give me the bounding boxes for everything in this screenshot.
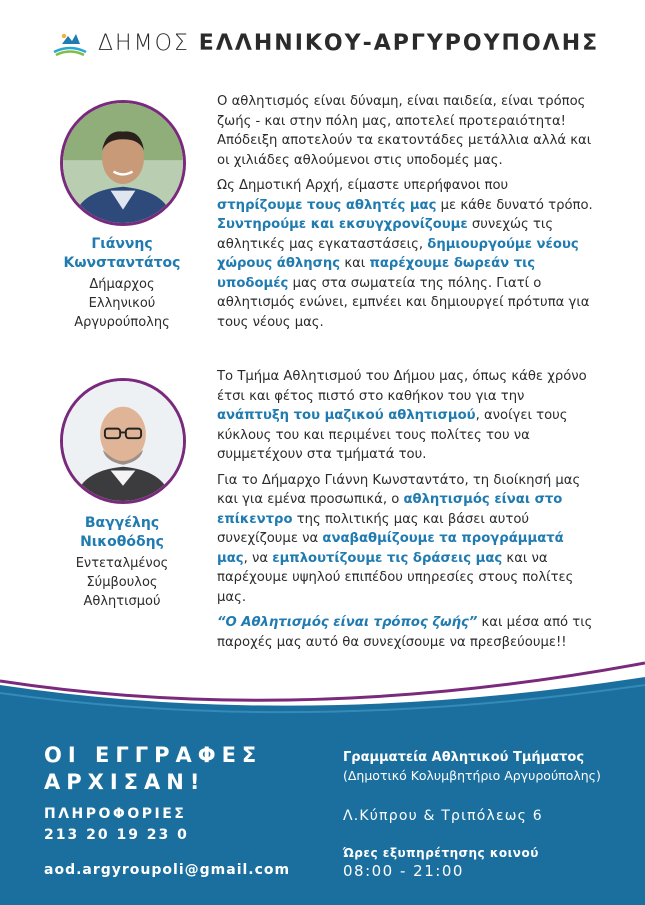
councillor-caption [47, 514, 197, 611]
text-span: και [340, 256, 370, 271]
department-name: Γραμματεία Αθλητικού Τμήματος [343, 750, 585, 765]
councillor-name-last: Νικοθόδης [80, 534, 164, 550]
mayor-portrait [60, 100, 186, 226]
text-span: , ανοίγει τους κύκλους του και περιμένει τους πολίτες του να συμμετέχουν στα τμήματά του. [217, 408, 568, 462]
councillor-role-1: Εντεταλμένος [75, 556, 169, 571]
mayor-name-first: Γιάννης [91, 236, 153, 252]
contact-email: aod.argyroupoli@gmail.com [44, 862, 291, 878]
text-span: και μέσα από τις παροχές μας αυτό θα συνεχίσουμε να πρεσβεύουμε!! [217, 615, 593, 650]
department-location: (Δημοτικό Κολυμβητήριο Αργυρούπολης) [343, 768, 601, 783]
text-span: Για το Δήμαρχο Γιάννη Κωνσταντάτο, τη διοίκησή μας και για εμένα προσωπικά, ο [217, 472, 581, 507]
opening-hours-label: Ώρες εξυπηρέτησης κοινού [343, 846, 539, 860]
mayor-name-last: Κωνσταντάτος [63, 255, 181, 271]
councillor-paragraph-3 [217, 613, 597, 652]
mayor-role-3: Αργυρούπολης [74, 315, 170, 330]
text-span: με κάθε δυνατό τρόπο. [436, 197, 593, 213]
text-span: , να [243, 550, 273, 566]
highlight-text: ανάπτυξη του μαζικού αθλητισμού [217, 408, 476, 423]
text-span: και να παρέχουμε υψηλού επιπέδου υπηρεσίες στους πολίτες μας. [217, 550, 574, 605]
title-municipality: ΔΗΜΟΣ [98, 30, 190, 56]
councillor-paragraph-1 [217, 367, 597, 465]
highlight-text: εμπλουτίζουμε τις δράσεις μας [272, 550, 503, 566]
opening-hours: 08:00 - 21:00 [343, 862, 464, 880]
text-span: μας στα σωματεία της πόλης. Γιατί ο αθλητισμός ενώνει, εμπνέει και δημιουργεί πρότυπα για τους νέους μας. [217, 275, 590, 330]
highlight-text: παρέχουμε δωρεάν τις υποδομές [217, 256, 536, 291]
text-span: Το Τμήμα Αθλητισμού του Δήμου μας, όπως κάθε χρόνο έτσι και φέτος πιστό στο καθήκον του για την [217, 369, 587, 404]
highlight-text: δημιουργούμε νέους χώρους άθλησης [217, 236, 579, 271]
title-city: ΕΛΛΗΝΙΚΟΥ-ΑΡΓΥΡΟΥΠΟΛΗΣ [198, 30, 600, 56]
councillor-portrait [60, 378, 186, 504]
page-title [98, 31, 599, 56]
info-label: ΠΛΗΡΟΦΟΡΙΕΣ [44, 806, 187, 822]
highlight-text: αθλητισμός είναι στο επίκεντρο [217, 492, 563, 527]
mayor-caption [47, 235, 197, 332]
councillor-role-2: Σύμβουλος [86, 575, 158, 590]
councillor-message [217, 367, 597, 658]
registrations-line-1: ΟΙ ΕΓΓΡΑΦΕΣ [44, 743, 263, 767]
header [52, 30, 599, 56]
text-span: Ως Δημοτική Αρχή, είμαστε υπερήφανοι που [217, 178, 509, 193]
address: Λ.Κύπρου & Τριπόλεως 6 [343, 808, 543, 824]
info-phone: 213 20 19 23 0 [44, 827, 189, 843]
councillor-paragraph-2 [217, 471, 597, 608]
mayor-message [217, 92, 597, 338]
registrations-open-heading [44, 742, 262, 796]
councillor-name-first: Βαγγέλης [84, 515, 160, 531]
mayor-role-2: Ελληνικού [88, 296, 156, 311]
highlight-text: στηρίζουμε τους αθλητές μας [217, 197, 437, 213]
text-span: της πολιτικής μας και βάσει αυτού συνεχίζουμε να [217, 511, 530, 546]
mayor-paragraph-2 [217, 176, 597, 332]
motto-quote: “Ο Αθλητισμός είναι τρόπος ζωής” [217, 615, 478, 630]
mayor-paragraph-1: Ο αθλητισμός είναι δύναμη, είναι παιδεία, είναι τρόπος ζωής - και στην πόλη μας, αποτελεί προτεραιότητα! Απόδειξη αποτελούν τα εκατοντάδες μετάλλια αλλά και οι χιλιάδες αθλούμενοι στις υποδομές μας. [217, 94, 592, 168]
councillor-role-3: Αθλητισμού [83, 594, 161, 609]
mayor-photo [63, 103, 183, 223]
registrations-line-2: ΑΡΧΙΣΑΝ! [44, 770, 206, 794]
highlight-text: Συντηρούμε και εκσυγχρονίζουμε [217, 217, 468, 232]
mayor-role-1: Δήμαρχος [89, 277, 155, 292]
highlight-text: αναβαθμίζουμε τα προγράμματά μας [217, 531, 564, 566]
councillor-photo [63, 381, 183, 501]
municipality-logo-icon [52, 30, 88, 56]
text-span: συνεχώς τις αθλητικές μας εγκαταστάσεις, [217, 217, 554, 252]
